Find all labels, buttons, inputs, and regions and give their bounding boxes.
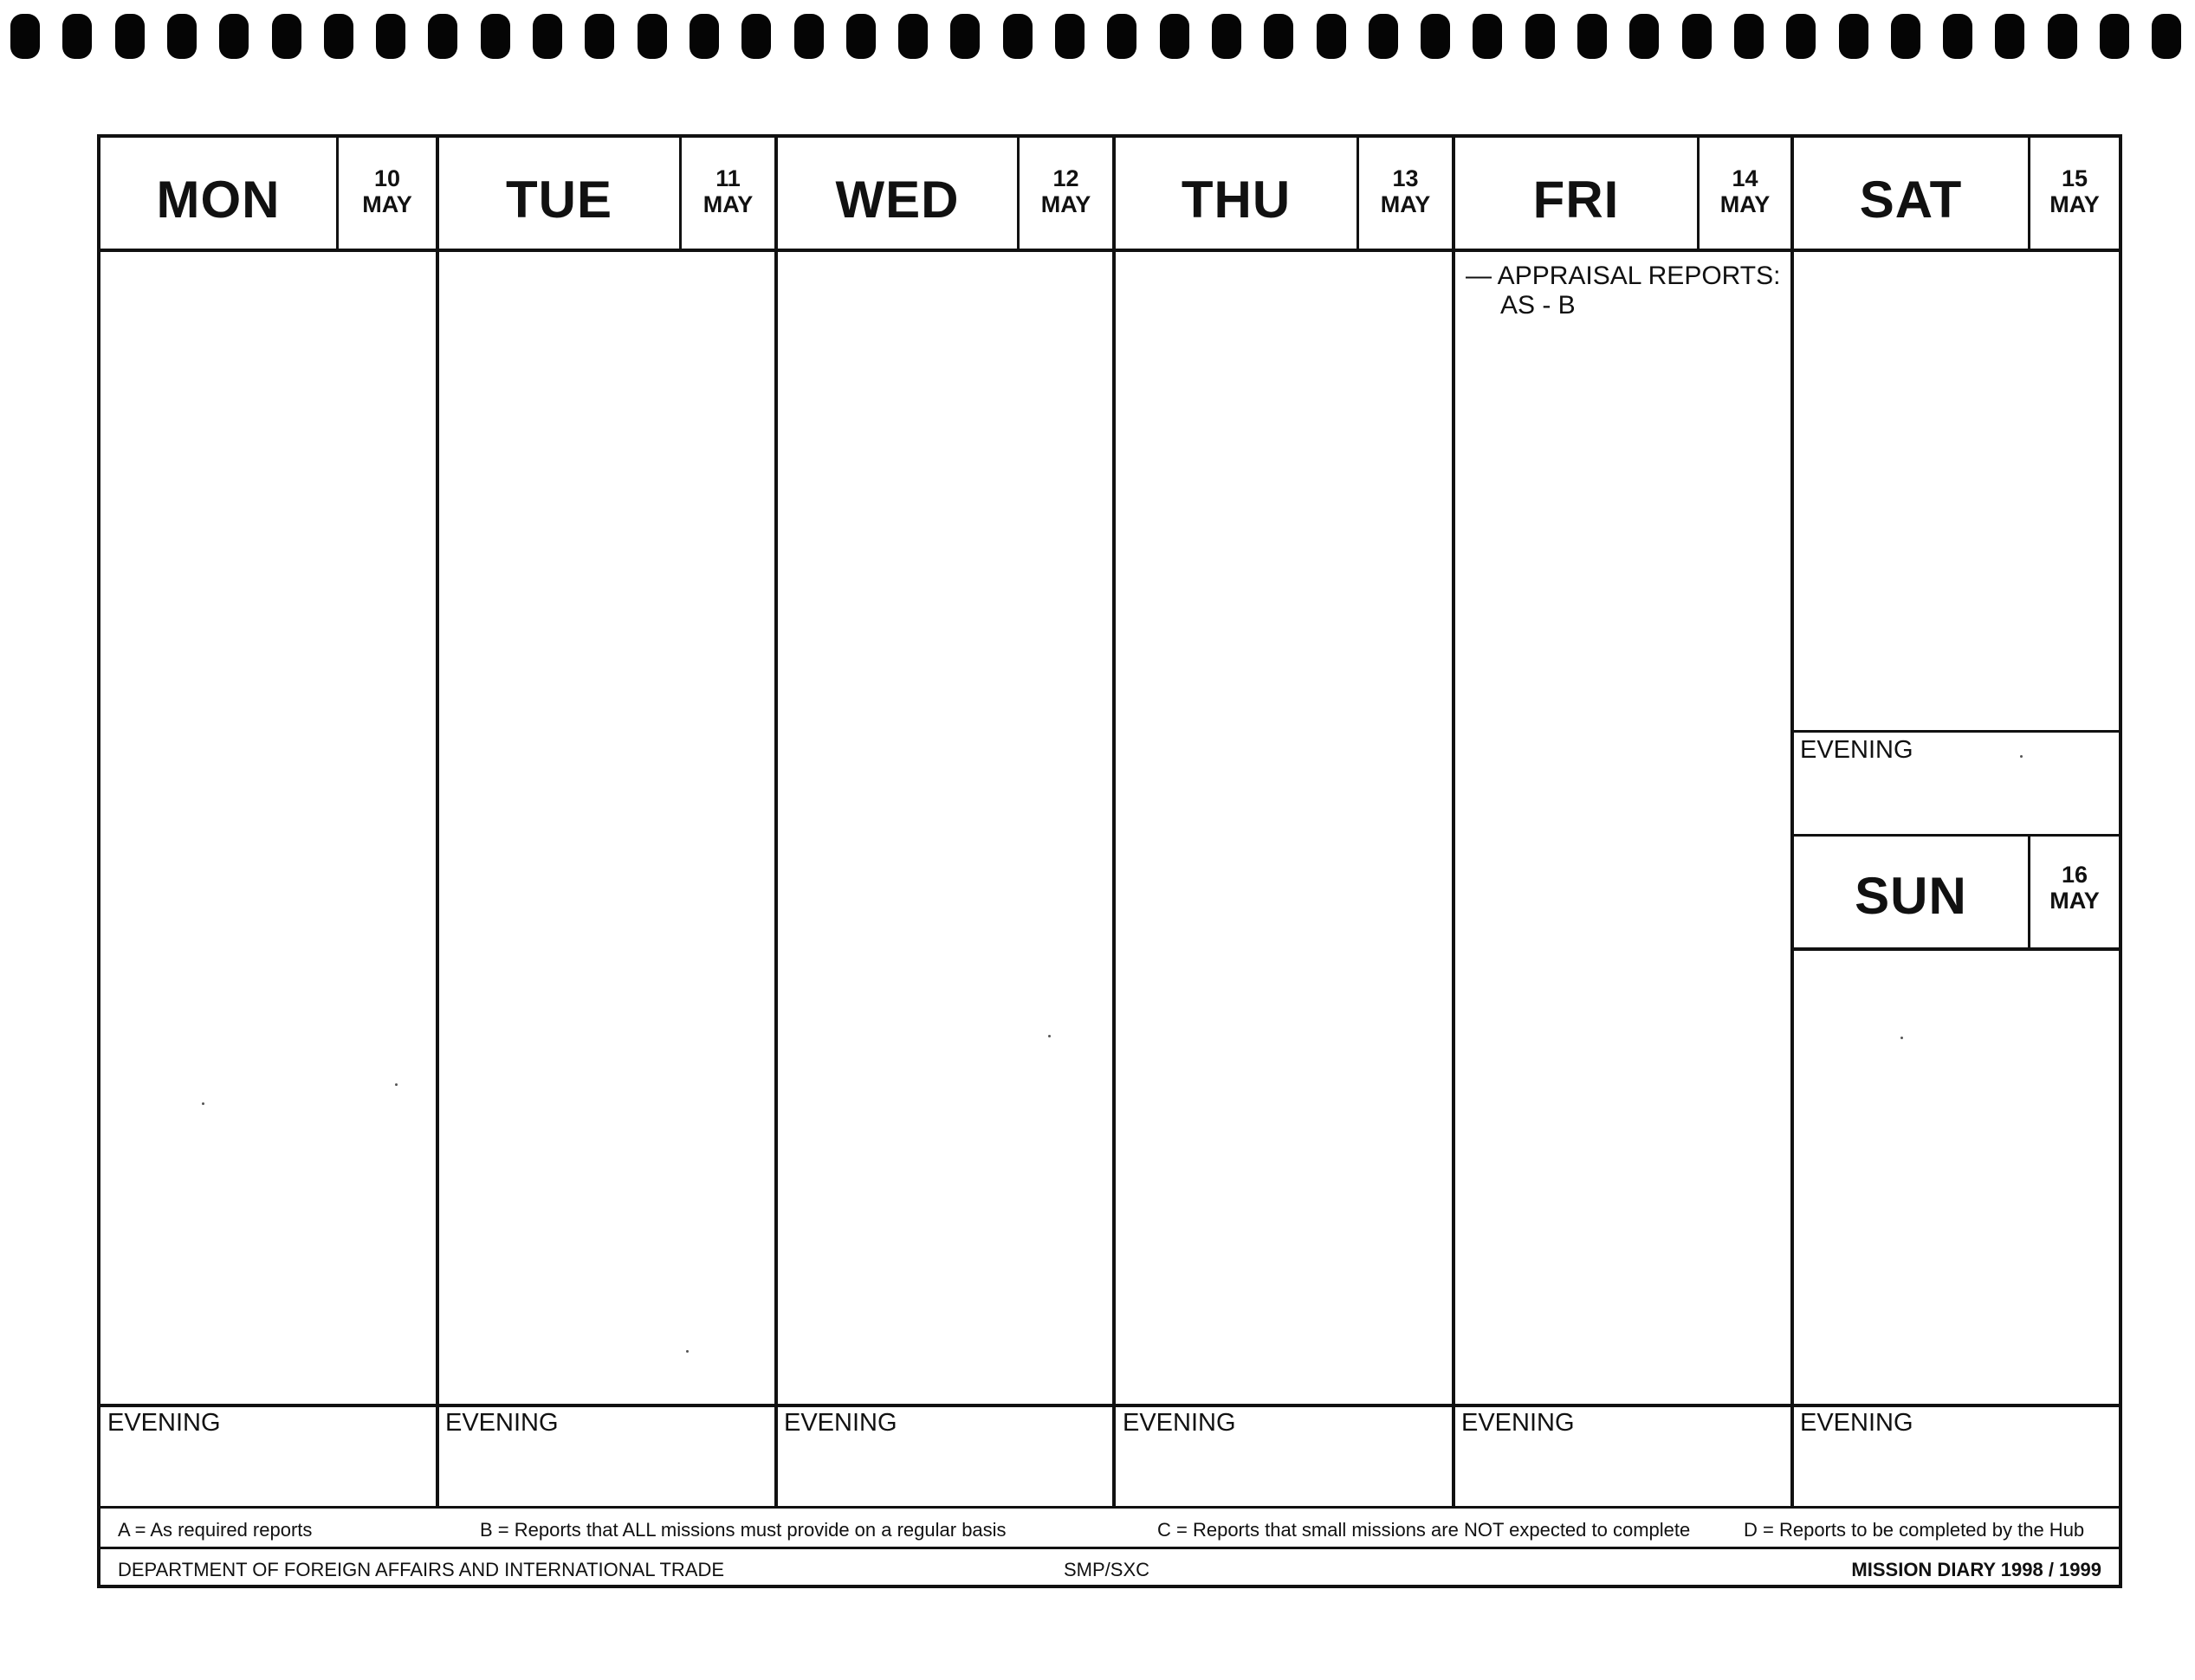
date-thu	[1359, 165, 1452, 217]
column-divider	[774, 138, 778, 1506]
day-name-fri: FRI	[1532, 171, 1620, 229]
legend-a: A = As required reports	[118, 1519, 313, 1541]
evening-label-sat: EVENING	[1800, 736, 1913, 764]
sat-evening-bottom	[1790, 834, 2119, 837]
binding-hole	[585, 14, 614, 59]
binding-hole	[1473, 14, 1502, 59]
date-month: MAY	[362, 191, 412, 217]
date-day: 13	[1392, 165, 1419, 191]
sat-evening-divider	[1790, 730, 2119, 733]
scan-speck	[686, 1350, 689, 1353]
day-name-tue: TUE	[506, 171, 612, 229]
column-divider	[1452, 138, 1455, 1506]
binding-hole	[1369, 14, 1398, 59]
binding-hole	[638, 14, 667, 59]
day-name-mon: MON	[156, 171, 281, 229]
column-divider	[1112, 138, 1116, 1506]
binding-hole	[1317, 14, 1346, 59]
date-day: 11	[715, 165, 741, 191]
binding-hole	[428, 14, 457, 59]
scan-speck	[2020, 755, 2023, 758]
legend-c: C = Reports that small missions are NOT expected to complete	[1157, 1519, 1691, 1541]
binding-hole	[324, 14, 353, 59]
evening-divider	[100, 1404, 2119, 1407]
footer-code: SMP/SXC	[1064, 1559, 1150, 1580]
weekly-diary-page	[97, 134, 2122, 1588]
footer-diary: MISSION DIARY 1998 / 1999	[1851, 1559, 2101, 1580]
column-divider	[436, 138, 439, 1506]
date-tue	[682, 165, 774, 217]
binding-hole	[950, 14, 980, 59]
binding-hole	[690, 14, 719, 59]
date-month: MAY	[703, 191, 754, 217]
binding-hole	[1160, 14, 1189, 59]
binding-hole	[1055, 14, 1085, 59]
evening-label-thu: EVENING	[1123, 1409, 1236, 1437]
date-day: 15	[2061, 165, 2088, 191]
binding-hole	[1629, 14, 1659, 59]
evening-label-fri: EVENING	[1461, 1409, 1575, 1437]
binding-hole	[794, 14, 824, 59]
binding-hole	[1212, 14, 1241, 59]
date-month: MAY	[2049, 191, 2100, 217]
scan-speck	[395, 1083, 398, 1086]
day-name-thu: THU	[1181, 171, 1292, 229]
binding-hole	[376, 14, 405, 59]
scan-speck	[202, 1102, 204, 1105]
date-mon	[339, 165, 436, 217]
binding-hole	[846, 14, 876, 59]
binding-hole	[533, 14, 562, 59]
evening-label-tue: EVENING	[445, 1409, 559, 1437]
sun-header-bottom	[1790, 947, 2119, 951]
binding-hole	[10, 14, 40, 59]
binding-hole	[1577, 14, 1607, 59]
fri-note-line2: AS - B	[1500, 291, 1576, 320]
date-month: MAY	[1719, 191, 1771, 217]
scan-speck	[1900, 1037, 1903, 1039]
date-day: 16	[2061, 862, 2088, 888]
fri-note	[1466, 262, 1780, 320]
binding-hole	[1734, 14, 1764, 59]
binding-hole	[1682, 14, 1712, 59]
date-day: 10	[373, 165, 401, 191]
binding-hole	[167, 14, 197, 59]
binding-hole	[1003, 14, 1033, 59]
footer-department: DEPARTMENT OF FOREIGN AFFAIRS AND INTERNATIONAL TRADE	[118, 1559, 725, 1580]
binding-hole	[2048, 14, 2077, 59]
footer-divider	[100, 1547, 2119, 1549]
binding-hole	[481, 14, 510, 59]
date-wed	[1020, 165, 1112, 217]
legend-divider	[100, 1506, 2119, 1509]
date-month: MAY	[1380, 191, 1431, 217]
day-name-sun: SUN	[1855, 867, 1967, 925]
binding-hole	[219, 14, 249, 59]
binding-hole	[741, 14, 771, 59]
binding-hole	[272, 14, 301, 59]
day-name-wed: WED	[835, 171, 960, 229]
binding-hole	[62, 14, 92, 59]
scan-speck	[1048, 1035, 1051, 1037]
binding-hole	[1995, 14, 2024, 59]
date-sat	[2030, 165, 2119, 217]
legend-d: D = Reports to be completed by the Hub	[1744, 1519, 2085, 1541]
fri-note-line1: — APPRAISAL REPORTS:	[1466, 262, 1781, 290]
binding-hole	[1421, 14, 1450, 59]
binding-hole	[2152, 14, 2181, 59]
binding-hole	[1107, 14, 1136, 59]
binding-hole	[2100, 14, 2129, 59]
legend-b: B = Reports that ALL missions must provide on a regular basis	[480, 1519, 1007, 1541]
binding-hole	[898, 14, 928, 59]
binding-hole	[1525, 14, 1555, 59]
date-sun	[2030, 862, 2119, 914]
binding-holes	[0, 14, 2195, 62]
binding-hole	[115, 14, 145, 59]
binding-hole	[1943, 14, 1972, 59]
date-month: MAY	[1040, 191, 1091, 217]
header-divider	[100, 249, 2119, 252]
day-name-sat: SAT	[1859, 171, 1963, 229]
date-day: 14	[1732, 165, 1758, 191]
binding-hole	[1839, 14, 1868, 59]
binding-hole	[1786, 14, 1816, 59]
binding-hole	[1264, 14, 1293, 59]
evening-label-sun: EVENING	[1800, 1409, 1913, 1437]
date-month: MAY	[2049, 888, 2100, 914]
column-divider	[1790, 138, 1794, 1506]
date-day: 12	[1052, 165, 1079, 191]
evening-label-mon: EVENING	[107, 1409, 221, 1437]
date-fri	[1700, 165, 1790, 217]
evening-label-wed: EVENING	[784, 1409, 897, 1437]
binding-hole	[1891, 14, 1920, 59]
